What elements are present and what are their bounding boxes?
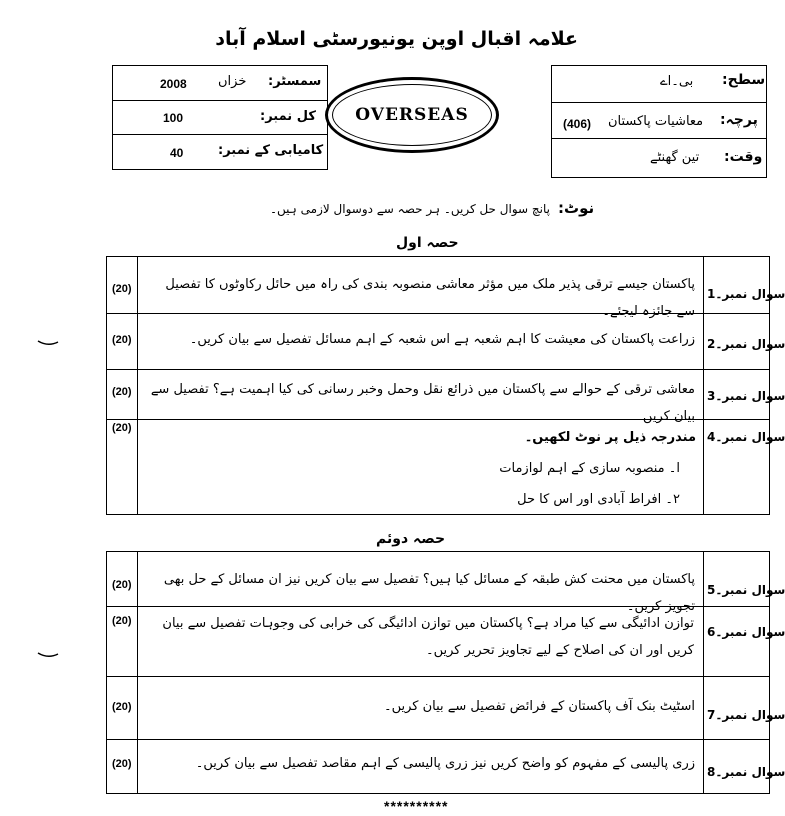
section-2-title: حصہ دوئم [376,531,446,547]
question-2-text: زراعت پاکستان کی معیشت کا اہم شعبہ ہے اس شعبہ کے اہم مسائل تفصیل سے بیان کریں۔ [189,332,695,347]
question-1-text: پاکستان جیسے ترقی پذیر ملک میں مؤثر معاشی منصوبہ بندی کی راہ میں حائل رکاوٹوں کا تفصیل سے جائزہ لیجئے۔ [165,277,695,319]
question-8-marks: (20) [112,758,132,770]
question-4-marks: (20) [112,422,132,434]
question-5-label: سوال نمبر۔5 [707,583,785,597]
time-value: تین گھنٹے [650,150,700,165]
question-8-text: زری پالیسی کے مفہوم کو واضح کریں نیز زری پالیسی کے اہم مقاصد تفصیل سے بیان کریں۔ [195,756,695,771]
question-3-label: سوال نمبر۔3 [707,389,785,403]
question-7-label: سوال نمبر۔7 [707,708,785,722]
question-2-label: سوال نمبر۔2 [707,337,785,351]
section-1-title: حصہ اول [396,235,459,251]
question-5-marks: (20) [112,579,132,591]
time-label: وقت: [724,149,763,165]
overseas-stamp [325,77,499,153]
question-8-label: سوال نمبر۔8 [707,765,785,779]
question-1-label: سوال نمبر۔1 [707,287,785,301]
question-3-text: معاشی ترقی کے حوالے سے پاکستان میں ذرائع نقل وحمل وخبر رسانی کی کیا اہمیت ہے؟ تفصیل سے بیان کریں۔ [150,382,695,424]
footer-stars: ********** [384,798,449,814]
scan-mark-1 [36,338,60,348]
question-4-text: مندرجہ ذیل پر نوٹ لکھیں۔ [524,430,696,445]
level-label: سطح: [722,72,766,88]
question-4-part-1: ا۔ منصوبہ سازی کے اہم لوازمات [499,461,680,476]
level-value: بی۔اے [660,74,694,89]
note-label: نوٹ: [558,199,595,217]
question-4-label: سوال نمبر۔4 [707,430,785,444]
university-title: علامہ اقبال اوپن یونیورسٹی اسلام آباد [215,28,578,50]
question-5-text: پاکستان میں محنت کش طبقہ کے مسائل کیا ہیں؟ تفصیل سے بیان کریں نیز ان مسائل کے حل بھی تجویز کریں۔ [163,572,695,614]
question-4-part-2: ۲۔ افراط آبادی اور اس کا حل [517,492,680,507]
pass-marks-label: کامیابی کے نمبر: [218,143,324,158]
semester-label: سمسٹر: [268,74,322,89]
question-6-marks: (20) [112,615,132,627]
total-marks-value: 100 [163,111,184,125]
question-3-marks: (20) [112,386,132,398]
note-text: پانچ سوال حل کریں۔ ہر حصہ سے دوسوال لازمی ہیں۔ [270,202,550,216]
question-6-label: سوال نمبر۔6 [707,625,785,639]
scan-mark-2 [36,650,60,660]
exam-year: 2008 [160,77,187,91]
paper-value: معاشیات پاکستان [608,114,704,129]
question-1-marks: (20) [112,283,132,295]
paper-label: پرچہ: [720,112,758,128]
paper-code: (406) [563,117,592,131]
question-7-text: اسٹیٹ بنک آف پاکستان کے فرائض تفصیل سے بیان کریں۔ [383,699,695,714]
overseas-stamp-text: OVERSEAS [355,105,469,125]
total-marks-label: کل نمبر: [260,109,316,124]
question-6-text: توازن ادائیگی سے کیا مراد ہے؟ پاکستان میں توازن ادائیگی کی خرابی کی وجوہات تفصیل سے بیان کریں اور ان کی اصلاح کے لیے تجاویز تحریر کریں۔ [162,616,694,658]
semester-value: خزاں [218,74,247,89]
pass-marks-value: 40 [170,146,184,160]
question-7-marks: (20) [112,701,132,713]
question-2-marks: (20) [112,334,132,346]
